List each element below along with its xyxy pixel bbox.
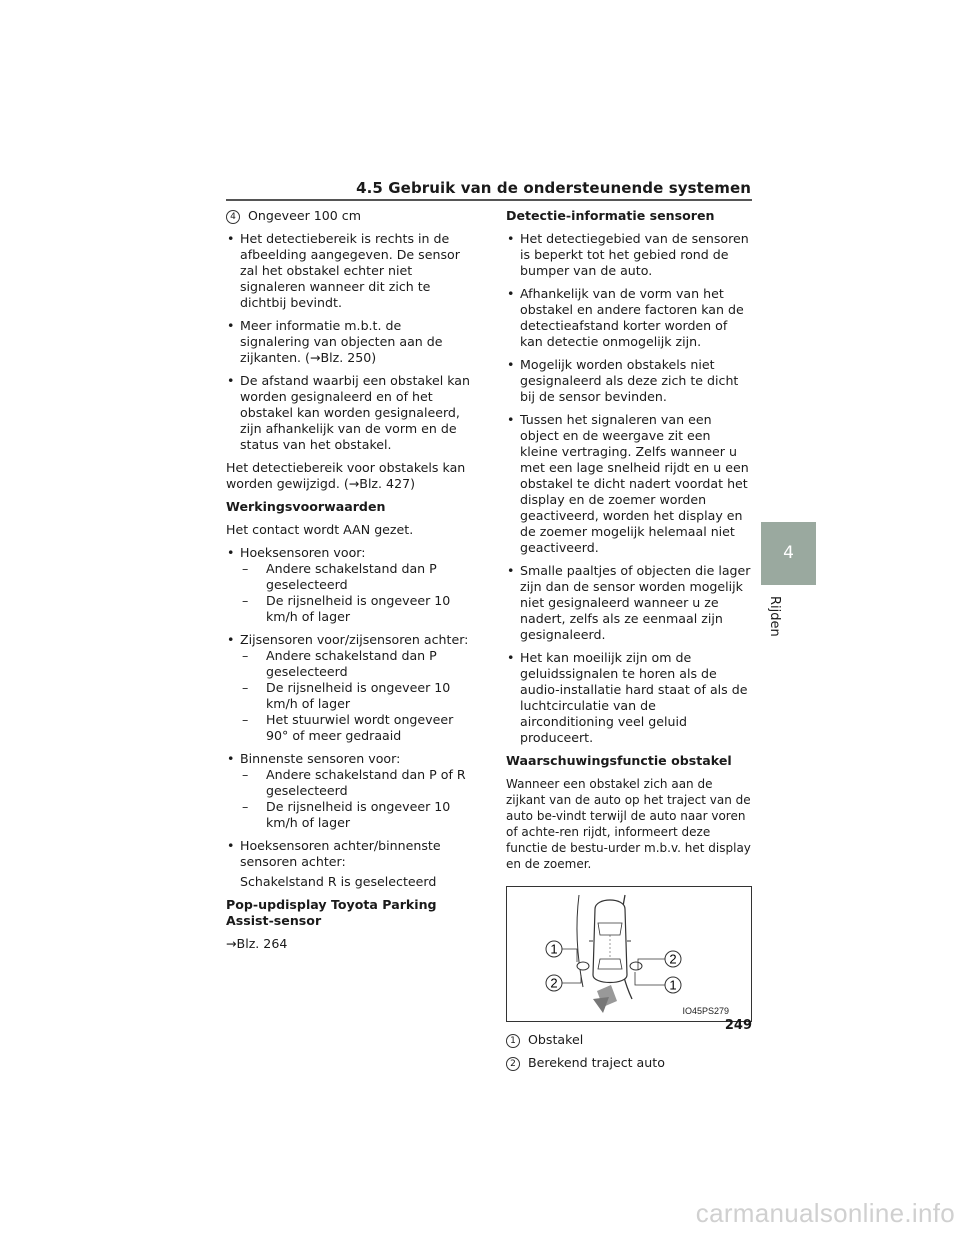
list-item: • Het detectiegebied van de sensoren is beperkt tot het gebied rond de bumper van de auto.: [506, 231, 752, 279]
page-number: 249: [724, 1018, 752, 1033]
figure-code: IO45PS279: [682, 1006, 729, 1016]
list-item: • Het detectiebereik is rechts in de afbeelding aangegeven. De sensor zal het obstakel echter niet signaleren wanneer dit zich te dichtbij bevindt.: [226, 231, 471, 311]
list-item: [226, 545, 471, 625]
legend-item-2: [506, 1055, 752, 1071]
callout-number: 4: [226, 210, 240, 224]
condition-item: – De rijsnelheid is ongeveer 10 km/h of lager: [240, 799, 471, 831]
sensor-label: Binnenste sensoren voor:: [240, 751, 401, 766]
right-column: [506, 208, 752, 1078]
list-item: • Het kan moeilijk zijn om de geluidssignalen te horen als de audio-installatie hard staat of als de luchtcirculatie van de airconditioning veel geluid produceert.: [506, 650, 752, 746]
callout-label: 1: [669, 977, 677, 993]
item-4-text: Ongeveer 100 cm: [248, 208, 361, 223]
callout-number: 2: [506, 1057, 520, 1071]
detection-bullets: [506, 231, 752, 746]
sensor-bullets: [226, 545, 471, 890]
heading-conditions: Werkingsvoorwaarden: [226, 499, 386, 514]
list-item: • Afhankelijk van de vorm van het obstakel en andere factoren kan de detectieafstand korter worden of kan detectie onmogelijk zijn.: [506, 286, 752, 350]
condition-item: – Andere schakelstand dan P of R geselecteerd: [240, 767, 471, 799]
heading-popup: Pop-updisplay Toyota Parking Assist-sensor: [226, 897, 437, 928]
condition-item: – Het stuurwiel wordt ongeveer 90° of meer gedraaid: [240, 712, 471, 744]
sensor-label: Zijsensoren voor/zijsensoren achter:: [240, 632, 469, 647]
left-column: [226, 208, 471, 959]
list-item: • Smalle paaltjes of objecten die lager zijn dan de sensor worden mogelijk niet gesignaleerd wanneer u ze nadert, zelfs als ze eenmaal zijn gesignaleerd.: [506, 563, 752, 643]
condition-item: – Andere schakelstand dan P geselecteerd: [240, 648, 471, 680]
legend-text: Berekend traject auto: [528, 1055, 665, 1070]
callout-number: 1: [506, 1034, 520, 1048]
heading-warning: Waarschuwingsfunctie obstakel: [506, 753, 732, 768]
list-item: • Mogelijk worden obstakels niet gesignaleerd als deze zich te dicht bij de sensor bevinden.: [506, 357, 752, 405]
list-item: • De afstand waarbij een obstakel kan worden gesignaleerd en of het obstakel kan worden gesignaleerd, zijn afhankelijk van de vorm en de status van het obstakel.: [226, 373, 471, 453]
heading-detection: Detectie-informatie sensoren: [506, 208, 715, 223]
header-rule: [226, 199, 752, 201]
range-bullets: [226, 231, 471, 453]
popup-reference: →Blz. 264: [226, 936, 288, 951]
list-item: [226, 838, 471, 890]
item-4: [226, 208, 471, 224]
chapter-tab: 4: [761, 522, 816, 585]
car-diagram: [507, 887, 751, 1021]
condition-list: [240, 648, 471, 744]
callout-label: 1: [550, 941, 558, 957]
condition-item: – De rijsnelheid is ongeveer 10 km/h of lager: [240, 680, 471, 712]
condition-list: [240, 561, 471, 625]
obstacle-figure: [506, 886, 752, 1022]
chapter-label: [767, 596, 800, 656]
contact-paragraph: Het contact wordt AAN gezet.: [226, 522, 414, 537]
chapter-label-text: Rijden: [767, 596, 782, 637]
section-header: 4.5 Gebruik van de ondersteunende systemen: [356, 179, 751, 197]
condition-item: – Andere schakelstand dan P geselecteerd: [240, 561, 471, 593]
sensor-label: Hoeksensoren achter/binnenste sensoren achter:: [240, 838, 441, 869]
legend-text: Obstakel: [528, 1032, 584, 1047]
rear-condition: Schakelstand R is geselecteerd: [240, 874, 437, 889]
callout-label: 2: [550, 975, 558, 991]
range-paragraph: Het detectiebereik voor obstakels kan worden gewijzigd. (→Blz. 427): [226, 460, 466, 491]
condition-item: – De rijsnelheid is ongeveer 10 km/h of lager: [240, 593, 471, 625]
legend-item-1: [506, 1032, 752, 1048]
warning-paragraph: Wanneer een obstakel zich aan de zijkant van de auto op het traject van de auto be-vindt terwijl de auto naar voren of achte-ren rijdt, informeert deze functie de bestu-urder m.b.v. het display en de zoemer.: [506, 777, 751, 871]
list-item: • Meer informatie m.b.t. de signalering van objecten aan de zijkanten. (→Blz. 250): [226, 318, 471, 366]
list-item: [226, 632, 471, 744]
list-item: • Tussen het signaleren van een object en de weergave zit een kleine vertraging. Zelfs wanneer u met een lage snelheid rijdt en u een obstakel te dicht nadert voordat het display en de zoemer worden geactiveerd, worden het display en de zoemer mogelijk helemaal niet geactiveerd.: [506, 412, 752, 556]
watermark: carmanualsonline.info: [695, 1198, 955, 1228]
condition-list: [240, 767, 471, 831]
list-item: [226, 751, 471, 831]
sensor-label: Hoeksensoren voor:: [240, 545, 366, 560]
callout-label: 2: [669, 951, 677, 967]
